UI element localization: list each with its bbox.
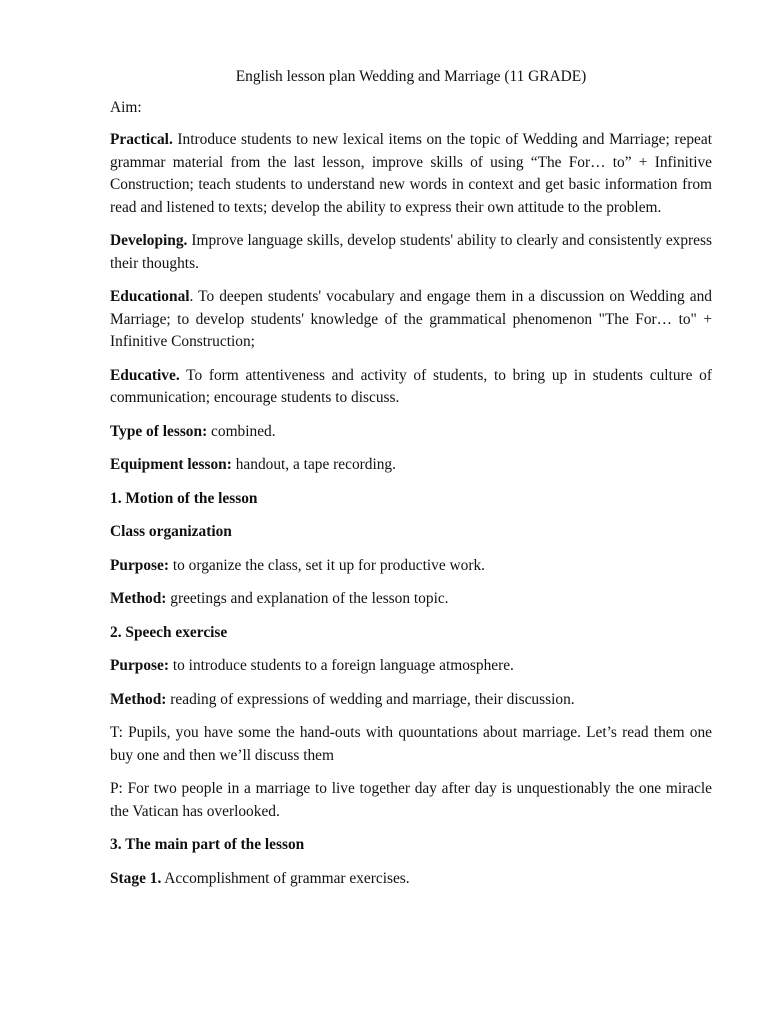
purpose-line-1 [110, 555, 712, 578]
section-speech-text: 2. Speech exercise [110, 623, 228, 641]
educational-label: Educational [110, 288, 190, 305]
section-motion-heading [110, 488, 712, 511]
class-organization-text: Class organization [110, 523, 232, 540]
equipment-text: handout, a tape recording. [231, 456, 396, 473]
stage-1-line [110, 868, 712, 891]
document-page [110, 66, 712, 901]
practical-paragraph [110, 129, 712, 219]
method-text-2: reading of expressions of wedding and marriage, their discussion. [166, 690, 575, 708]
purpose-label-1: Purpose: [110, 556, 169, 574]
purpose-text-1: to organize the class, set it up for productive work. [169, 556, 485, 574]
educative-paragraph [110, 365, 712, 410]
stage-1-label: Stage 1. [110, 869, 162, 887]
type-of-lesson-text: combined. [207, 422, 276, 440]
practical-text: Introduce students to new lexical items on the topic of Wedding and Marriage; repeat grammar material from the last lesson, improve skills of using “The For… to” + Infinitive Construction; teach students to understand new words in context and get basic information from read and listened to texts; develop the ability to express their own attitude to the problem. [110, 131, 712, 216]
educational-paragraph [110, 286, 712, 354]
aim-heading: Aim: [110, 98, 142, 116]
method-text-1: greetings and explanation of the lesson topic. [166, 590, 449, 607]
stage-1-text: Accomplishment of grammar exercises. [161, 869, 410, 887]
purpose-line-2 [110, 655, 712, 678]
educational-text: . To deepen students' vocabulary and engage them in a discussion on Wedding and Marriage; to develop students' knowledge of the grammatical phenomenon "The For… to" + Infinitive Construction; [110, 288, 712, 350]
section-motion-text: 1. Motion of the lesson [110, 489, 258, 507]
purpose-text-2: to introduce students to a foreign language atmosphere. [169, 657, 514, 674]
section-main-heading [110, 834, 712, 857]
section-speech-heading [110, 622, 712, 645]
method-line-1 [110, 588, 712, 611]
educative-label: Educative. [110, 366, 180, 384]
method-label-2: Method: [110, 690, 167, 708]
type-of-lesson-line [110, 421, 712, 444]
class-organization-heading [110, 521, 712, 544]
section-main-text: 3. The main part of the lesson [110, 836, 305, 853]
pupil-dialogue: P: For two people in a marriage to live together day after day is unquestionably the one miracle the Vatican has overlooked. [110, 780, 712, 820]
method-label-1: Method: [110, 590, 167, 607]
educative-text: To form attentiveness and activity of students, to bring up in students culture of communication; encourage students to discuss. [110, 366, 712, 406]
developing-label: Developing. [110, 232, 188, 249]
purpose-label-2: Purpose: [110, 657, 169, 674]
practical-label: Practical. [110, 131, 173, 148]
equipment-line [110, 454, 712, 477]
developing-paragraph [110, 230, 712, 275]
method-line-2 [110, 689, 712, 712]
type-of-lesson-label: Type of lesson: [110, 422, 208, 440]
equipment-label: Equipment lesson: [110, 456, 232, 473]
developing-text: Improve language skills, develop students' ability to clearly and consistently express their thoughts. [110, 232, 712, 272]
document-title: English lesson plan Wedding and Marriage (11 GRADE) [235, 68, 587, 85]
teacher-dialogue: T: Pupils, you have some the hand-outs with quountations about marriage. Let’s read them one buy one and then we’ll discuss them [110, 724, 712, 764]
